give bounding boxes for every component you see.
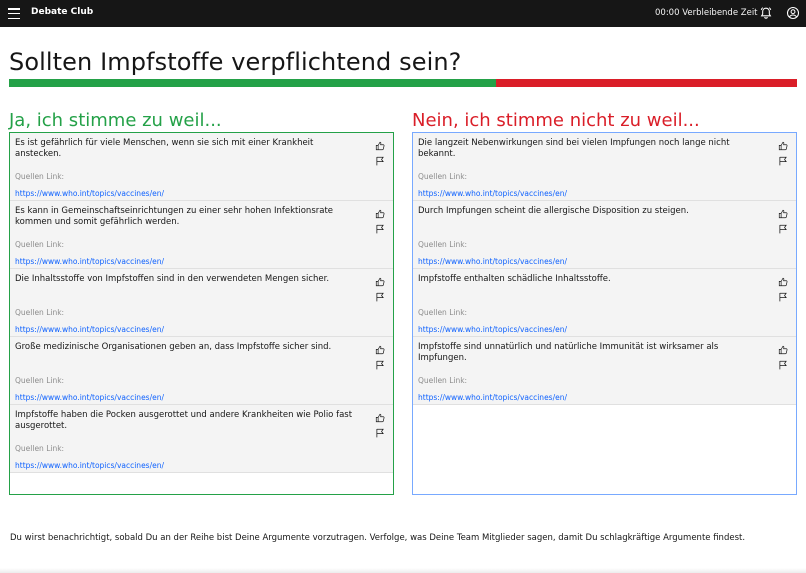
argument-text: Es ist gefährlich für viele Menschen, wenn sie sich mit einer Krankheit anstecken. xyxy=(15,138,314,159)
yes-arguments-panel xyxy=(9,132,394,495)
menu-icon[interactable] xyxy=(8,8,20,19)
yes-column-heading: Ja, ich stimme zu weil... xyxy=(9,110,222,131)
turn-notification-note: Du wirst benachrichtigt, sobald Du an der Reihe bist Deine Argumente vorzutragen. Verfolge, was Deine Team Mitglieder sagen, damit Du schlagkräftige Argumente findest. xyxy=(10,533,746,543)
no-column-heading: Nein, ich stimme nicht zu weil... xyxy=(412,110,700,131)
argument-card xyxy=(10,133,393,201)
page-bottom-edge xyxy=(0,568,806,573)
thumbs-up-icon[interactable] xyxy=(375,345,385,355)
source-label: Quellen Link: xyxy=(418,308,468,317)
source-link[interactable]: https://www.who.int/topics/vaccines/en/ xyxy=(418,393,568,402)
flag-icon[interactable] xyxy=(375,224,385,234)
source-link[interactable]: https://www.who.int/topics/vaccines/en/ xyxy=(15,189,165,198)
argument-card xyxy=(10,201,393,269)
source-label: Quellen Link: xyxy=(15,240,65,249)
flag-icon[interactable] xyxy=(375,360,385,370)
argument-text: Die Inhaltsstoffe von Impfstoffen sind in den verwendeten Mengen sicher. xyxy=(15,274,330,284)
source-link[interactable]: https://www.who.int/topics/vaccines/en/ xyxy=(15,393,165,402)
argument-card xyxy=(413,269,796,337)
argument-card xyxy=(10,337,393,405)
argument-card xyxy=(10,269,393,337)
flag-icon[interactable] xyxy=(778,156,788,166)
flag-icon[interactable] xyxy=(778,292,788,302)
argument-card xyxy=(413,133,796,201)
thumbs-up-icon[interactable] xyxy=(375,277,385,287)
flag-icon[interactable] xyxy=(375,156,385,166)
vote-share-bar xyxy=(9,79,797,87)
app-name: Debate Club xyxy=(31,7,94,17)
source-link[interactable]: https://www.who.int/topics/vaccines/en/ xyxy=(418,325,568,334)
source-link[interactable]: https://www.who.int/topics/vaccines/en/ xyxy=(15,461,165,470)
thumbs-up-icon[interactable] xyxy=(375,141,385,151)
argument-text: Impfstoffe enthalten schädliche Inhaltsstoffe. xyxy=(418,274,611,284)
source-label: Quellen Link: xyxy=(418,376,468,385)
argument-text: Es kann in Gemeinschaftseinrichtungen zu einer sehr hohen Infektionsrate kommen und somit gefährlich werden. xyxy=(15,206,334,227)
source-link[interactable]: https://www.who.int/topics/vaccines/en/ xyxy=(15,257,165,266)
flag-icon[interactable] xyxy=(778,360,788,370)
thumbs-up-icon[interactable] xyxy=(375,413,385,423)
thumbs-up-icon[interactable] xyxy=(778,209,788,219)
top-navigation-bar xyxy=(0,0,806,27)
source-link[interactable]: https://www.who.int/topics/vaccines/en/ xyxy=(418,257,568,266)
source-label: Quellen Link: xyxy=(418,172,468,181)
notification-icon[interactable] xyxy=(759,6,773,20)
flag-icon[interactable] xyxy=(778,224,788,234)
source-link[interactable]: https://www.who.int/topics/vaccines/en/ xyxy=(15,325,165,334)
thumbs-up-icon[interactable] xyxy=(778,277,788,287)
thumbs-up-icon[interactable] xyxy=(375,209,385,219)
thumbs-up-icon[interactable] xyxy=(778,141,788,151)
source-label: Quellen Link: xyxy=(15,308,65,317)
argument-card xyxy=(10,405,393,473)
flag-icon[interactable] xyxy=(375,292,385,302)
vote-share-yes xyxy=(9,79,496,87)
argument-text: Impfstoffe haben die Pocken ausgerottet und andere Krankheiten wie Polio fast ausgerottet. xyxy=(15,410,353,431)
source-label: Quellen Link: xyxy=(15,172,65,181)
debate-question: Sollten Impfstoffe verpflichtend sein? xyxy=(9,48,462,76)
vote-share-no xyxy=(496,79,797,87)
no-arguments-panel xyxy=(412,132,797,495)
argument-text: Große medizinische Organisationen geben an, dass Impfstoffe sicher sind. xyxy=(15,342,332,352)
argument-text: Impfstoffe sind unnatürlich und natürliche Immunität ist wirksamer als Impfungen. xyxy=(418,342,719,363)
argument-card xyxy=(413,337,796,405)
argument-text: Die langzeit Nebenwirkungen sind bei vielen Impfungen noch lange nicht bekannt. xyxy=(418,138,730,159)
source-label: Quellen Link: xyxy=(418,240,468,249)
remaining-time: 00:00 Verbleibende Zeit xyxy=(655,8,758,18)
source-label: Quellen Link: xyxy=(15,376,65,385)
thumbs-up-icon[interactable] xyxy=(778,345,788,355)
flag-icon[interactable] xyxy=(375,428,385,438)
source-link[interactable]: https://www.who.int/topics/vaccines/en/ xyxy=(418,189,568,198)
argument-card xyxy=(413,201,796,269)
argument-text: Durch Impfungen scheint die allergische Disposition zu steigen. xyxy=(418,206,689,216)
source-label: Quellen Link: xyxy=(15,444,65,453)
user-avatar-icon[interactable] xyxy=(786,6,800,20)
